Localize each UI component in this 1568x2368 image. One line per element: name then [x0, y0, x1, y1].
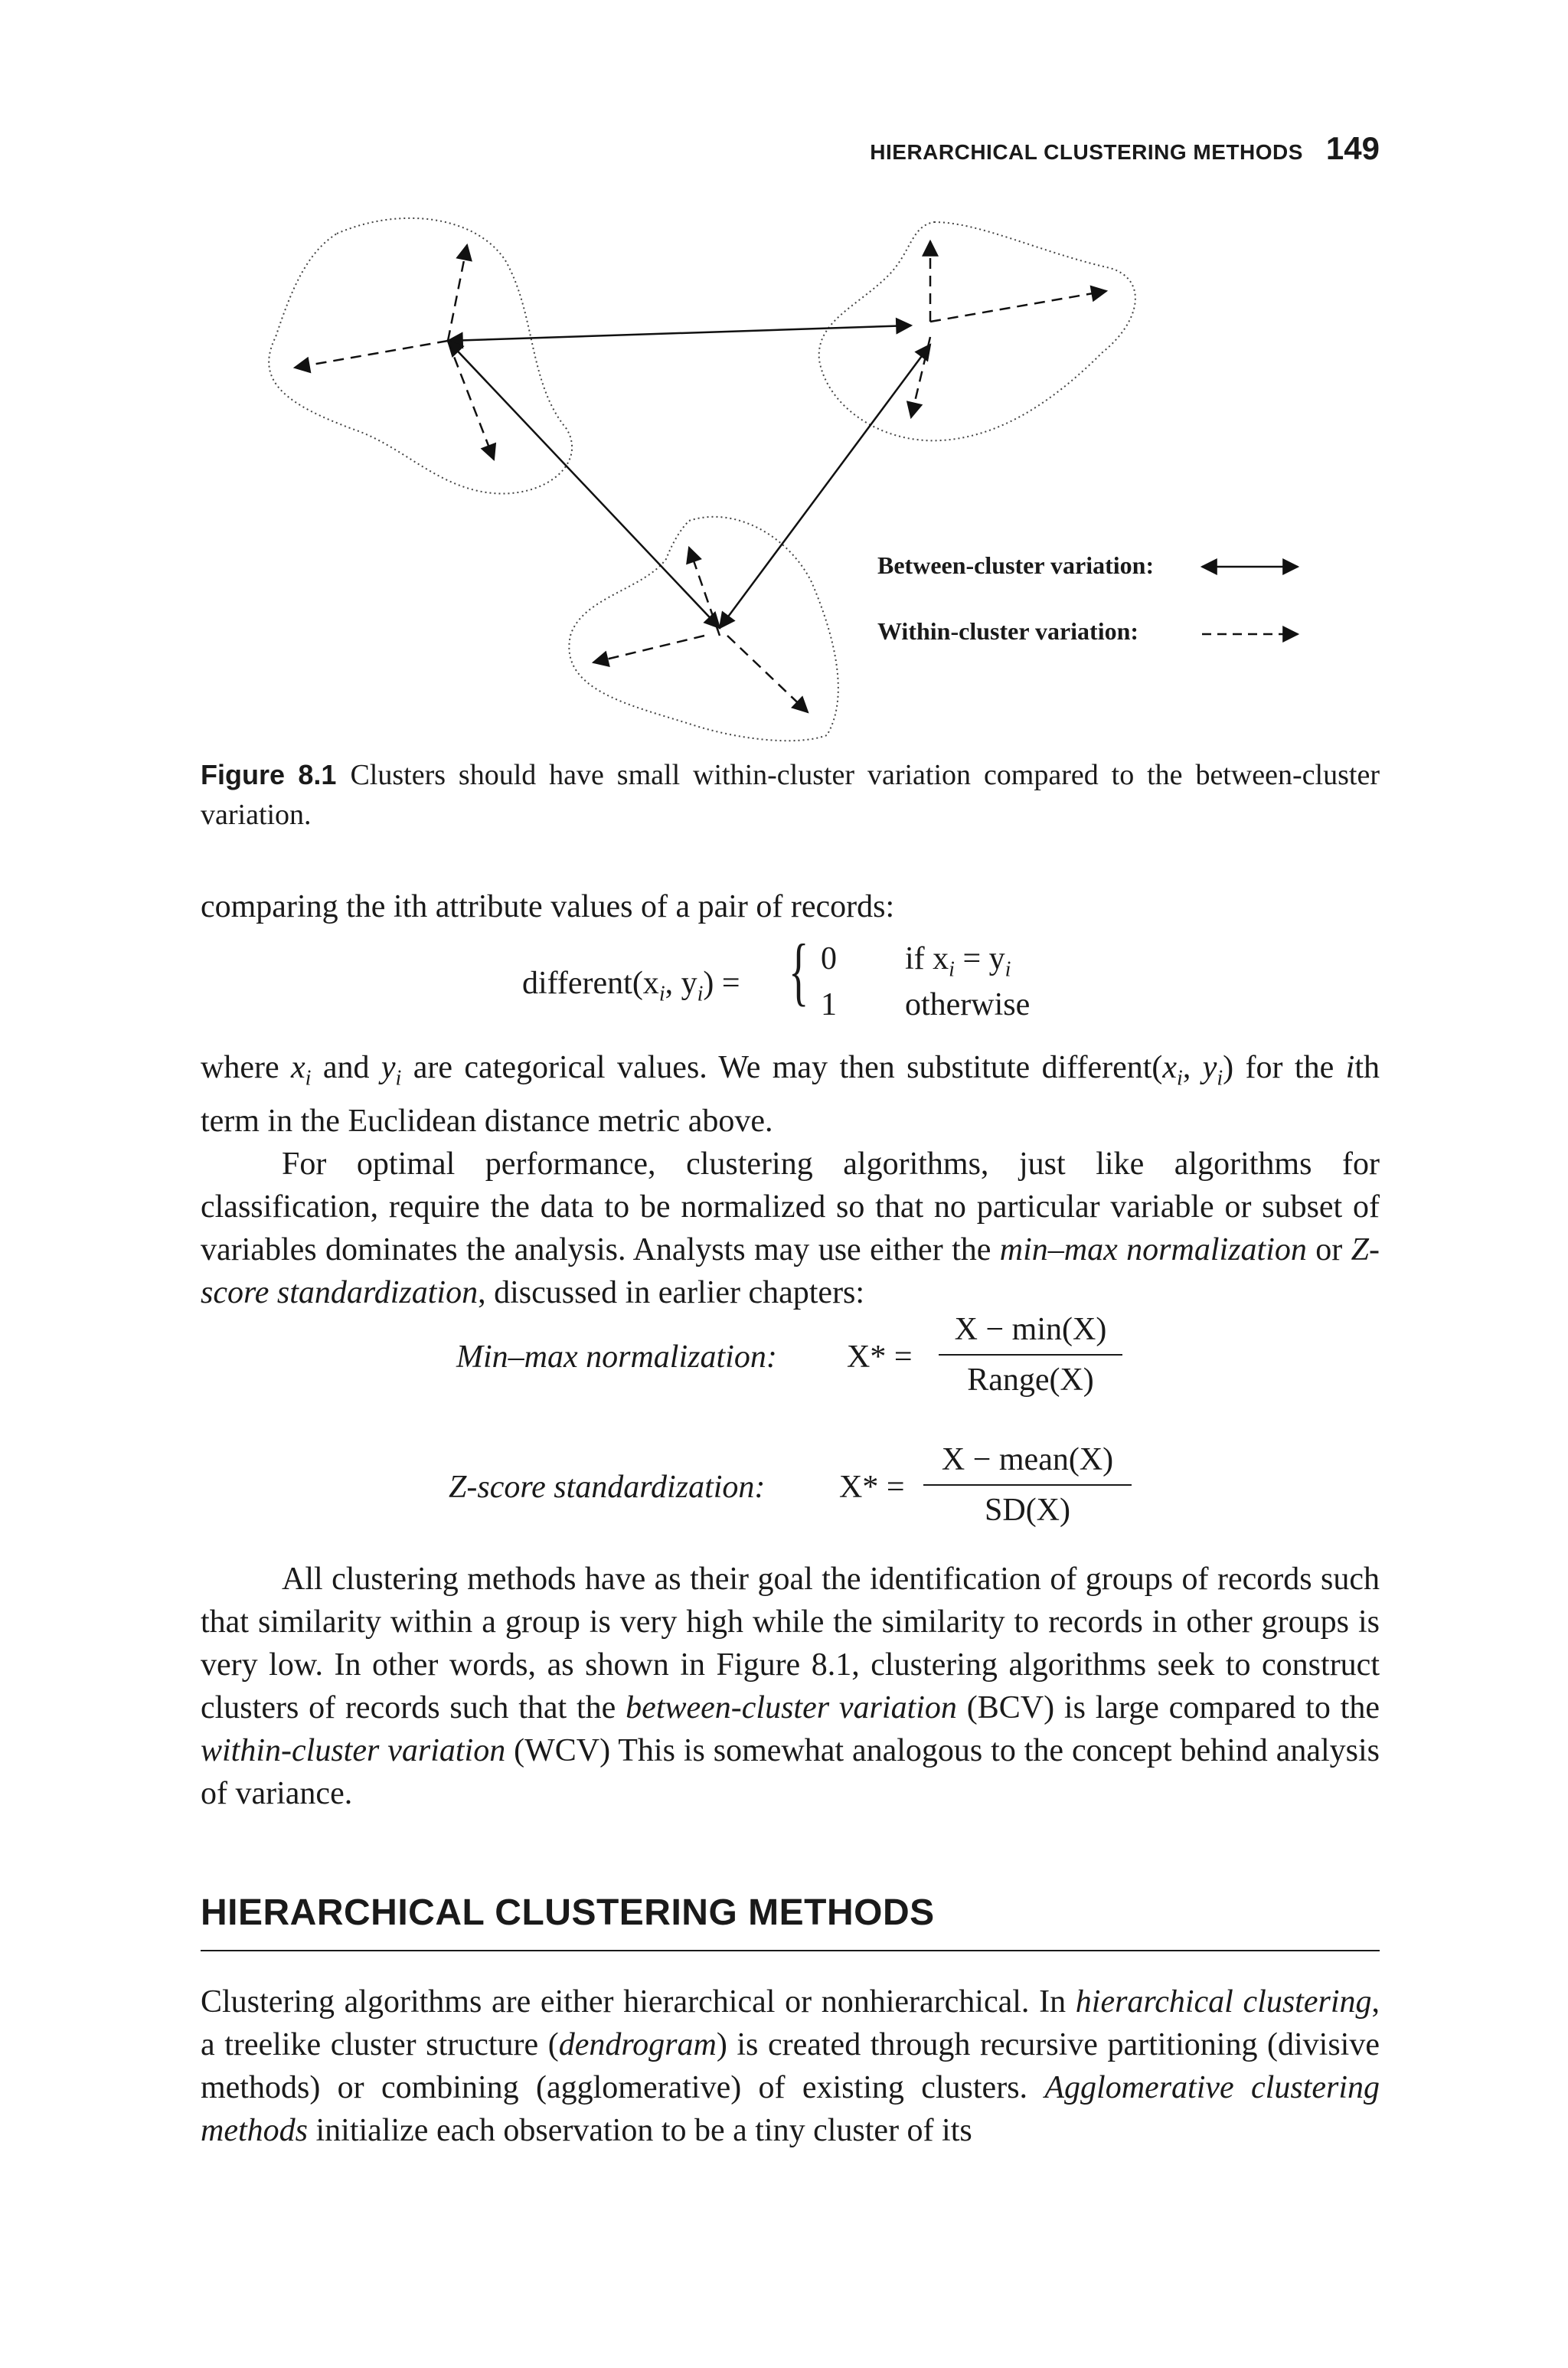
- equation-different: [522, 965, 740, 1006]
- eq-sub: i: [395, 1066, 402, 1091]
- fraction-bar: [939, 1354, 1122, 1356]
- between-arrow-left-right: [448, 325, 911, 341]
- zscore-denominator: SD(X): [985, 1493, 1070, 1528]
- eq-sub: i: [1004, 957, 1011, 982]
- p5-agg: Agglomerative clustering methods: [201, 2070, 1380, 2148]
- minmax-numerator: X − min(X): [954, 1312, 1107, 1347]
- within-arrow: [930, 291, 1106, 322]
- p3-a: For optimal performance, clustering algorithms, just like algorithms for classification, require the data to be normalized so that no particular variable or subset of variables dominates the analysis. Analysts may use either the: [201, 1146, 1380, 1268]
- p2-a: where: [201, 1050, 291, 1085]
- between-arrow-left-bottom: [448, 341, 720, 628]
- case-0-value: 0: [821, 941, 837, 976]
- p5-dendro: dendrogram: [558, 2027, 717, 2062]
- case-1-value: 1: [821, 987, 837, 1022]
- paragraph-5: [201, 1980, 1380, 2152]
- p4-b: (BCV) is large compared to the: [956, 1690, 1380, 1725]
- paragraphs-2-3: [201, 1046, 1380, 1314]
- p3-or: or: [1306, 1232, 1351, 1268]
- figure-caption: [201, 755, 1380, 835]
- fraction-bar: [923, 1484, 1132, 1486]
- p5-hc: hierarchical clustering: [1075, 1984, 1372, 2020]
- figure-caption-text: Clusters should have small within-cluster variation compared to the between-cluster variation.: [201, 759, 1380, 831]
- p5-a: Clustering algorithms are either hierarchical or nonhierarchical. In: [201, 1984, 1076, 2020]
- legend-between-label: Between-cluster variation:: [877, 551, 1155, 579]
- zscore-lhs: X* =: [839, 1470, 905, 1505]
- within-arrow: [448, 341, 494, 460]
- eq-sub: i: [658, 982, 665, 1006]
- page-number: 149: [1325, 130, 1380, 166]
- eq-different-lhs: different(x: [522, 966, 659, 1001]
- p2-d: th term in the Euclidean distance metric above.: [201, 1050, 1380, 1140]
- within-arrow: [448, 245, 467, 341]
- p2-and: and: [311, 1050, 381, 1085]
- case-1-condition: otherwise: [905, 987, 1031, 1022]
- eq-sub: i: [697, 982, 704, 1006]
- cluster-outline-bottom: [569, 517, 838, 741]
- zscore-label-text: Z-score standardization:: [449, 1470, 766, 1505]
- paragraph-2: where $x_i$ and $y_i$ are categorical values. We may then substitute $different(x_i$, $y_i$) for the ith term in the Euclidean distance metric above.: [201, 1050, 1380, 1140]
- paragraph-3: [201, 1143, 1380, 1314]
- p2-y: y: [381, 1050, 396, 1085]
- paragraph-5-text: [201, 1980, 1380, 2152]
- p2-ith: i: [1345, 1050, 1355, 1085]
- p2-b: are categorical values. We may then substitute different(: [401, 1050, 1163, 1085]
- within-arrow: [295, 341, 448, 368]
- p3-minmax: min–max normalization: [999, 1232, 1307, 1268]
- within-arrow: [727, 636, 808, 712]
- eq-different-comma: , y: [665, 966, 697, 1001]
- p2-y2: y: [1202, 1050, 1217, 1085]
- p2-x2: x: [1162, 1050, 1178, 1085]
- piecewise-brace: {: [789, 928, 809, 1013]
- minmax-label: [456, 1339, 777, 1375]
- paragraph-1-text: comparing the ith attribute values of a pair of records:: [201, 889, 895, 924]
- p4-a: All clustering methods have as their goal the identification of groups of records such that similarity within a group is very high while the similarity to records in other groups is very low. In other words, as shown in Figure 8.1, clustering algorithms seek to construct clusters of records such that the: [201, 1562, 1380, 1725]
- minmax-lhs: X* =: [847, 1339, 913, 1375]
- p5-d: initialize each observation to be a tiny cluster of its: [308, 2113, 972, 2148]
- section-heading: HIERARCHICAL CLUSTERING METHODS: [201, 1892, 935, 1933]
- figure-caption-label: Figure 8.1: [201, 759, 337, 790]
- zscore-numerator: X − mean(X): [941, 1442, 1114, 1477]
- minmax-label-text: Min–max normalization:: [456, 1339, 777, 1375]
- cluster-outline-left: [269, 218, 572, 494]
- p5-c: ) is created through recursive partitioning (divisive methods) or combining (agglomerative) of existing clusters.: [201, 2027, 1380, 2105]
- paragraph-4-text: [201, 1558, 1380, 1815]
- case-0-cond-text: if x: [905, 941, 949, 976]
- eq-sub: i: [305, 1066, 312, 1091]
- eq-sub: i: [949, 957, 955, 982]
- minmax-fraction: [939, 1311, 1122, 1398]
- paragraph-1: [201, 885, 1380, 928]
- case-0-condition: [905, 940, 1011, 982]
- p3-b: , discussed in earlier chapters:: [478, 1275, 865, 1311]
- p4-c: (WCV) This is somewhat analogous to the concept behind analysis of variance.: [201, 1733, 1380, 1811]
- p4-wcv: within-cluster variation: [201, 1733, 506, 1768]
- section-rule: [201, 1950, 1380, 1951]
- p2-x: x: [291, 1050, 305, 1085]
- eq-sub: i: [1217, 1066, 1223, 1091]
- zscore-label: [449, 1469, 765, 1506]
- minmax-denominator: Range(X): [967, 1362, 1094, 1398]
- cluster-outline-right: [819, 222, 1135, 440]
- eq-different-close: ) =: [703, 966, 740, 1001]
- cluster-figure: [0, 0, 1568, 751]
- p4-bcv: between-cluster variation: [626, 1690, 957, 1725]
- between-arrow-bottom-right: [720, 345, 930, 628]
- p3-z: Z-score standardization: [201, 1232, 1380, 1311]
- p2-c: ) for the: [1223, 1050, 1346, 1085]
- eq-sub: i: [1177, 1066, 1183, 1091]
- p5-b: , a treelike cluster structure (: [201, 1984, 1380, 2062]
- paragraph-4: [201, 1558, 1380, 1815]
- case-0-eq: = y: [954, 941, 1005, 976]
- legend-within-label: Within-cluster variation:: [877, 617, 1139, 645]
- running-head-title: HIERARCHICAL CLUSTERING METHODS: [870, 140, 1303, 164]
- within-arrow: [593, 636, 704, 662]
- zscore-fraction: [923, 1441, 1132, 1529]
